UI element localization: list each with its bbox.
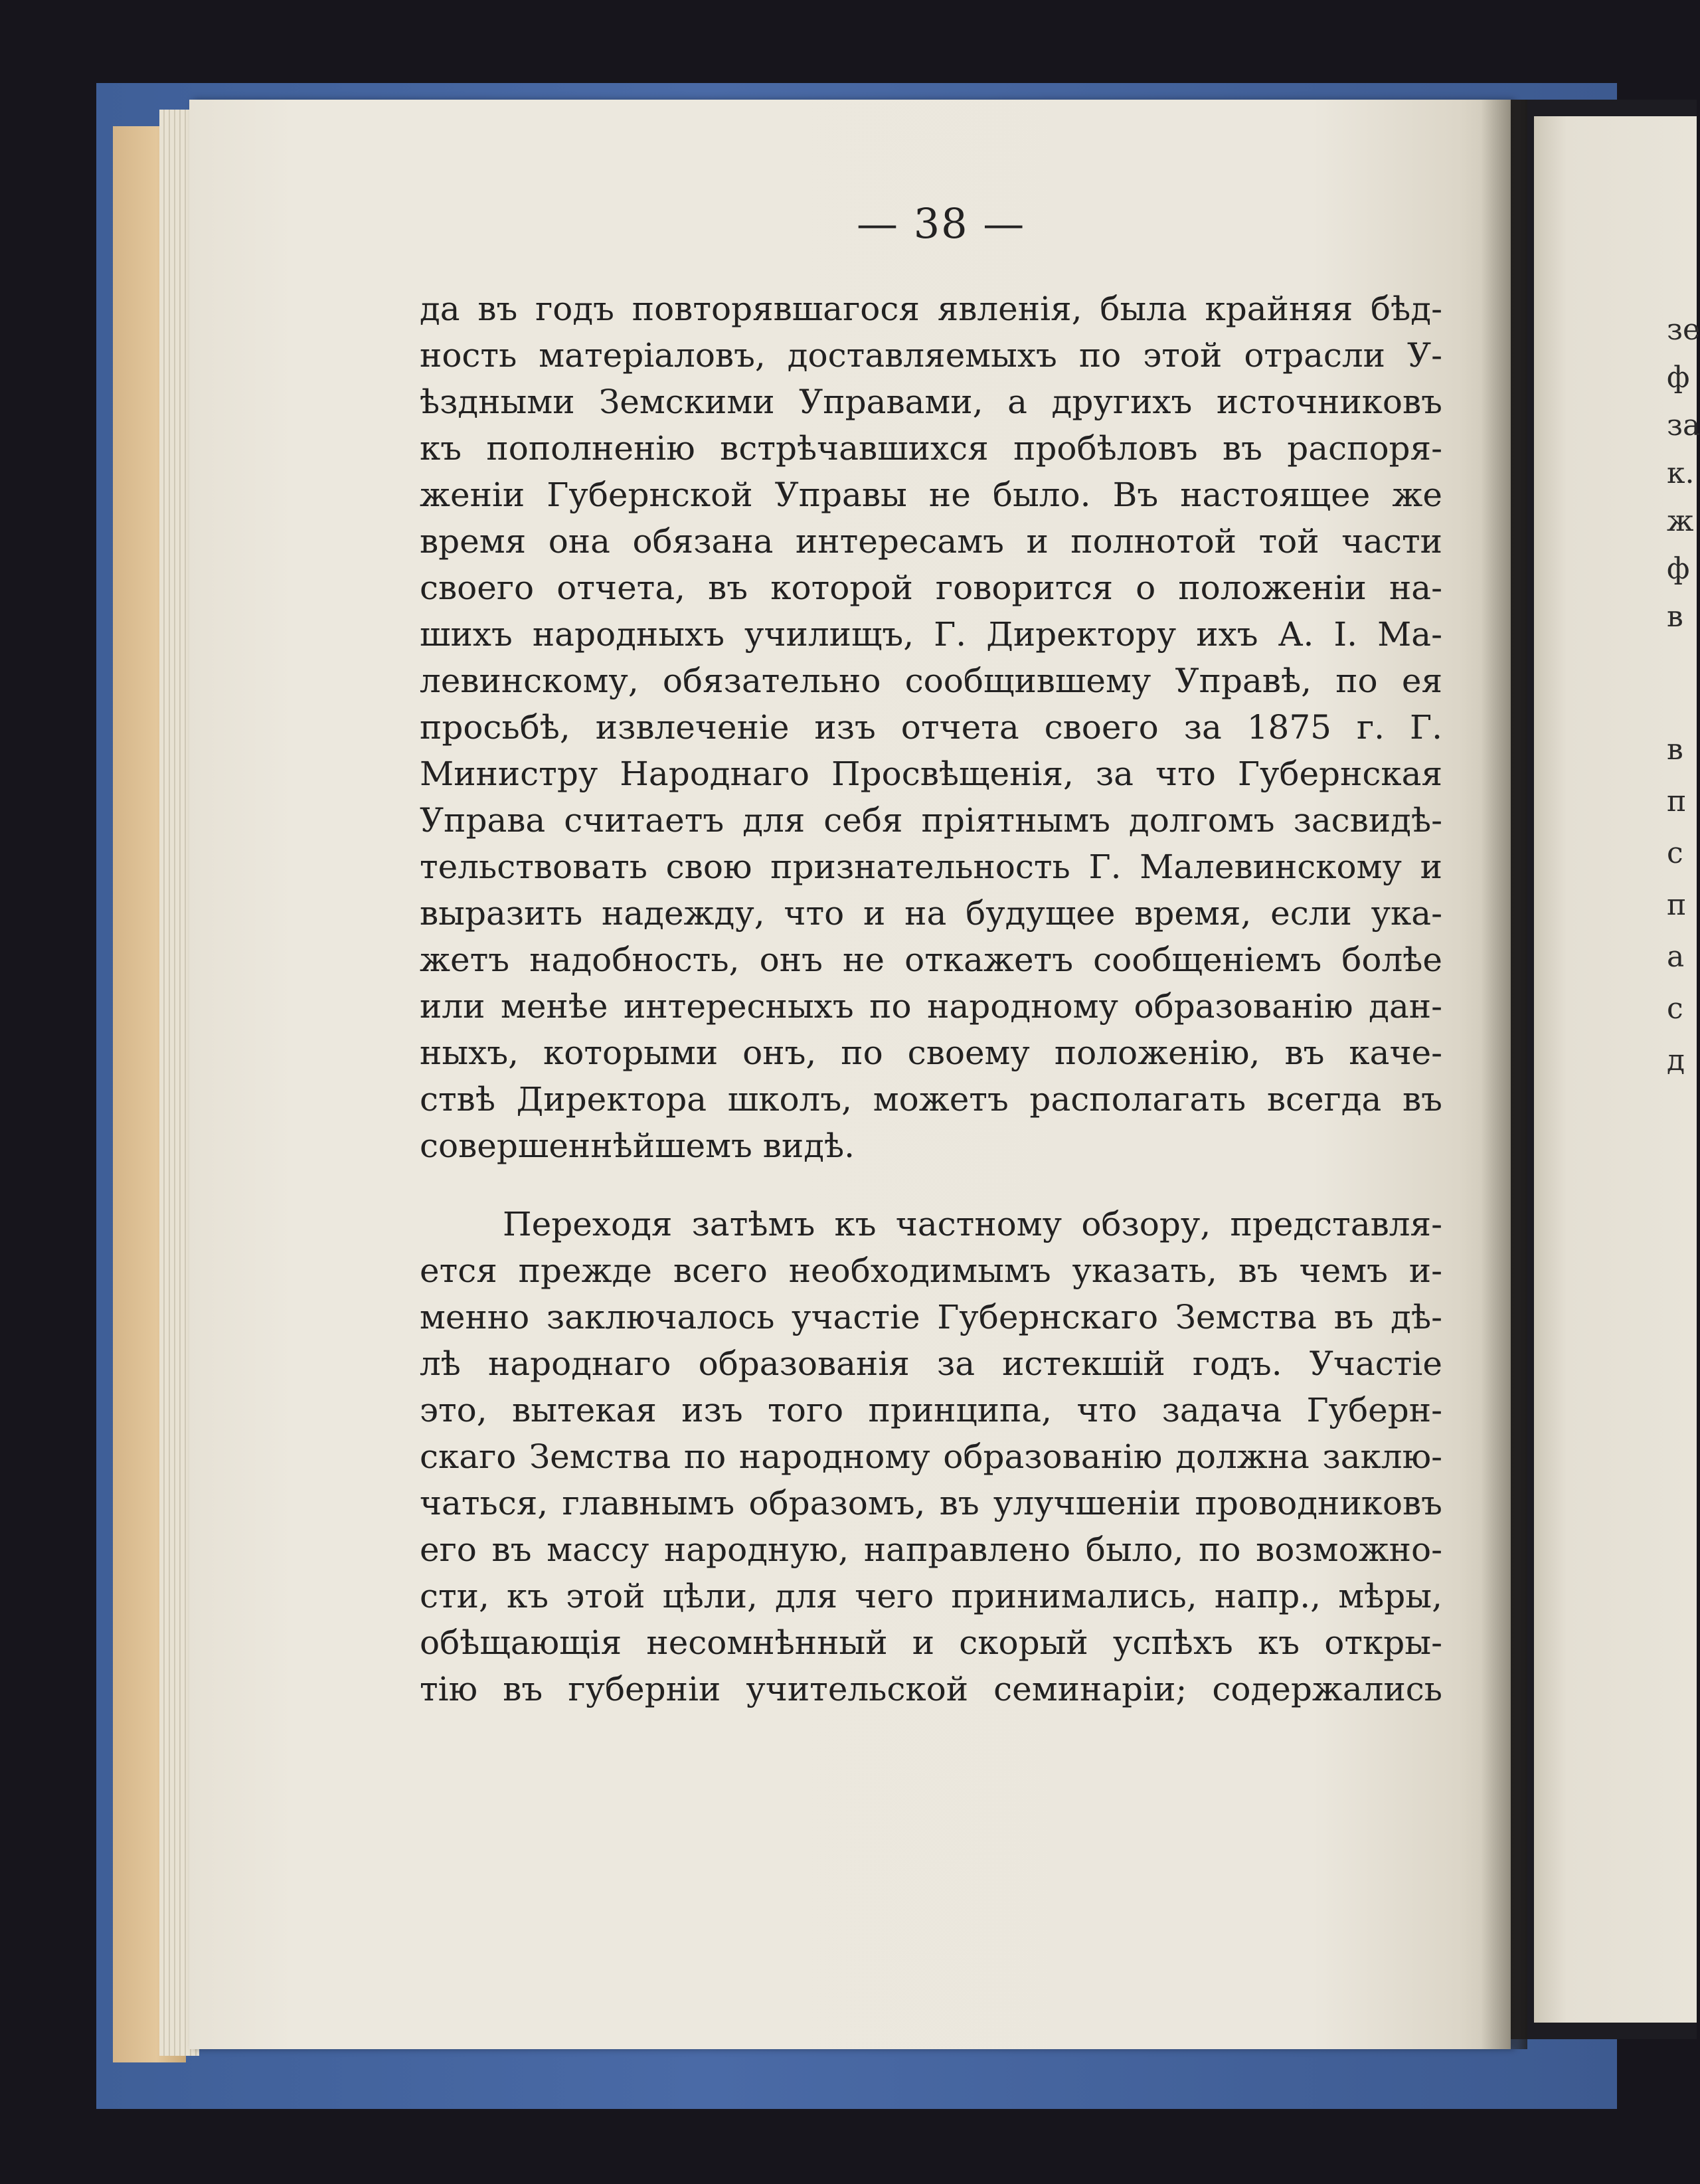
paragraph <box>420 1201 1442 1712</box>
text-line: жетъ надобность, онъ не откажетъ сообщеніемъ болѣе <box>420 941 1442 979</box>
text-line: къ пополненію встрѣчавшихся пробѣловъ въ распоря- <box>420 429 1442 468</box>
text-line: Управа считаетъ для себя пріятнымъ долгомъ засвидѣ- <box>420 801 1442 840</box>
text-line: это, вытекая изъ того принципа, что задача Губерн- <box>420 1391 1442 1429</box>
text-line: скаго Земства по народному образованію должна заклю- <box>420 1437 1442 1476</box>
facing-line: с <box>1667 992 1683 1026</box>
text-line: Министру Народнаго Просвѣщенія, за что Губернская <box>420 755 1442 793</box>
facing-line: д <box>1667 1044 1685 1077</box>
text-line: или менѣе интересныхъ по народному образованію дан- <box>420 987 1442 1026</box>
paragraph <box>420 286 1442 1169</box>
text-line: ныхъ, которыми онъ, по своему положенію, въ каче- <box>420 1034 1442 1072</box>
text-line: сти, къ этой цѣли, для чего принимались, напр., мѣры, <box>420 1577 1442 1615</box>
text-line: ность матеріаловъ, доставляемыхъ по этой отрасли У- <box>420 336 1442 375</box>
text-line: просьбѣ, извлеченіе изъ отчета своего за 1875 г. Г. <box>420 708 1442 747</box>
facing-line: п <box>1667 888 1687 922</box>
text-line: чаться, главнымъ образомъ, въ улучшеніи проводниковъ <box>420 1484 1442 1522</box>
text-line: ствѣ Директора школъ, можетъ располагать всегда въ <box>420 1080 1442 1119</box>
facing-line: ф <box>1667 552 1690 586</box>
facing-line: в <box>1667 733 1683 767</box>
facing-line: ж <box>1667 504 1694 538</box>
body-text <box>420 286 1442 1712</box>
facing-line: к. <box>1667 456 1695 490</box>
text-line: да въ годъ повторявшагося явленія, была крайняя бѣд- <box>420 290 1442 328</box>
page-gutter-shadow <box>1481 100 1527 2049</box>
text-line: тельствовать свою признательность Г. Малевинскому и <box>420 848 1442 886</box>
text-line: ѣздными Земскими Управами, а другихъ источниковъ <box>420 383 1442 421</box>
text-line: шихъ народныхъ училищъ, Г. Директору ихъ А. І. Ма- <box>420 615 1442 654</box>
text-line: своего отчета, въ которой говорится о положеніи на- <box>420 569 1442 607</box>
facing-line: а <box>1667 940 1685 974</box>
facing-line: с <box>1667 836 1683 870</box>
text-line: тію въ губерніи учительской семинаріи; содержались <box>420 1670 1442 1708</box>
facing-line: в <box>1667 600 1683 634</box>
facing-line: ф <box>1667 361 1690 395</box>
text-line: ется прежде всего необходимымъ указать, въ чемъ и- <box>420 1251 1442 1290</box>
text-line: время она обязана интересамъ и полнотой той части <box>420 522 1442 561</box>
facing-line: п <box>1667 784 1687 818</box>
paragraph-gap <box>420 1169 1442 1201</box>
text-line: выразить надежду, что и на будущее время, если ука- <box>420 894 1442 933</box>
text-line: обѣщающія несомнѣнный и скорый успѣхъ къ откры- <box>420 1623 1442 1662</box>
facing-line: зе <box>1667 313 1700 347</box>
text-line: его въ массу народную, направлено было, по возможно- <box>420 1530 1442 1569</box>
text-line: Переходя затѣмъ къ частному обзору, представля- <box>503 1205 1442 1243</box>
text-line: совершеннѣйшемъ видѣ. <box>420 1127 855 1165</box>
facing-line: за <box>1667 409 1700 442</box>
facing-page <box>1534 116 1700 2023</box>
text-line: менно заключалось участіе Губернскаго Земства въ дѣ- <box>420 1298 1442 1336</box>
text-line: левинскому, обязательно сообщившему Управѣ, по ея <box>420 662 1442 700</box>
text-line: женіи Губернской Управы не было. Въ настоящее же <box>420 476 1442 514</box>
text-line: лѣ народнаго образованія за истекшій годъ. Участіе <box>420 1344 1442 1383</box>
page-number: — 38 — <box>857 199 1026 248</box>
